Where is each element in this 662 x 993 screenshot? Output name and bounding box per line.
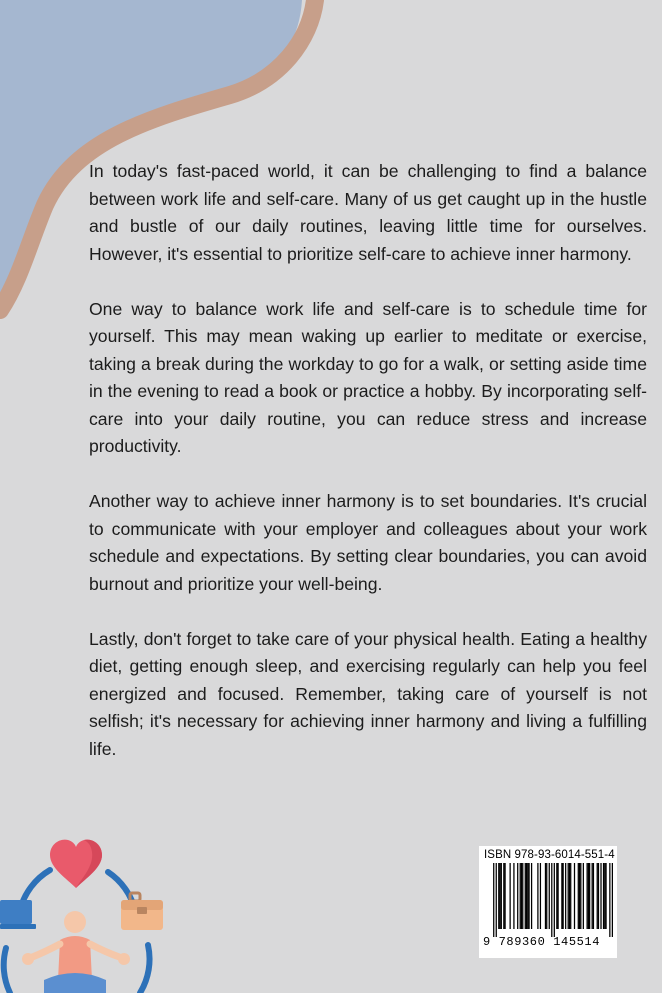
barcode-bar <box>549 863 550 929</box>
barcode-bar <box>603 863 604 929</box>
barcode-bar <box>565 863 566 929</box>
barcode-bar <box>546 863 547 929</box>
barcode-bar <box>579 863 580 929</box>
barcode-bar <box>604 863 605 929</box>
barcode-bars <box>483 863 613 937</box>
barcode-bar <box>496 863 497 937</box>
isbn-barcode <box>479 846 617 958</box>
barcode-bar <box>557 863 558 929</box>
isbn-label: ISBN 978-93-6014-551-4 <box>484 849 615 861</box>
barcode-bar <box>527 863 528 929</box>
barcode-bar <box>605 863 606 929</box>
barcode-bar <box>580 863 581 929</box>
barcode-bar <box>578 863 579 929</box>
barcode-bar <box>574 863 575 929</box>
barcode-bar <box>597 863 598 929</box>
barcode-bar <box>498 863 499 929</box>
barcode-bar <box>600 863 601 929</box>
barcode-bar <box>587 863 588 929</box>
barcode-bar <box>592 863 593 929</box>
barcode-bar <box>563 863 564 929</box>
barcode-bar <box>569 863 570 929</box>
barcode-bar <box>522 863 523 929</box>
meditating-person-icon <box>22 911 130 993</box>
barcode-bar <box>570 863 571 929</box>
laptop-icon <box>0 900 36 929</box>
barcode-bar <box>526 863 527 929</box>
barcode-bar <box>493 863 494 937</box>
barcode-bar <box>510 863 511 929</box>
barcode-bar <box>593 863 594 929</box>
barcode-bar <box>521 863 522 929</box>
barcode-bar <box>551 863 552 937</box>
barcode-bar <box>588 863 589 929</box>
barcode-bar <box>528 863 529 929</box>
barcode-bar <box>540 863 541 929</box>
barcode-bar <box>501 863 502 929</box>
back-cover-text <box>89 158 647 791</box>
paragraph-4: Lastly, don't forget to take care of your physical health. Eating a healthy diet, getting enough sleep, and exercising regularly can help you feel energized and focused. Remember, taking care of yourself is not selfish; it's necessary for achieving inner harmony and living a fulfilling life. <box>89 628 647 759</box>
barcode-bar <box>531 863 532 929</box>
barcode-bar <box>598 863 599 929</box>
barcode-bar <box>609 863 610 937</box>
heart-icon <box>50 840 102 888</box>
barcode-bar <box>554 863 555 937</box>
barcode-bar <box>517 863 518 929</box>
barcode-bar <box>504 863 505 929</box>
barcode-bar <box>556 863 557 929</box>
barcode-bar <box>612 863 613 937</box>
self-care-illustration <box>0 830 175 993</box>
paragraph-1: In today's fast-paced world, it can be challenging to find a balance between work life and self-care. Many of us get caught up in the hustle and bustle of our daily routines, leaving little time for ourselves. However, it's essential to prioritize self-care to achieve inner harmony. <box>89 161 647 264</box>
paragraph-2: One way to balance work life and self-care is to schedule time for yourself. This may mean waking up earlier to meditate or exercise, taking a break during the workday to go for a walk, or setting aside time in the evening to read a book or practice a hobby. By incorporating self-care into your daily routine, you can reduce stress and increase productivity. <box>89 298 647 456</box>
barcode-bar <box>525 863 526 929</box>
barcode-bar <box>561 863 562 929</box>
barcode-bar <box>503 863 504 929</box>
barcode-bar <box>499 863 500 929</box>
briefcase-icon <box>121 893 163 930</box>
barcode-bar <box>545 863 546 929</box>
barcode-digits: 9 789360 145514 <box>483 935 601 949</box>
barcode-bar <box>537 863 538 929</box>
barcode-bar <box>568 863 569 929</box>
barcode-bar <box>513 863 514 929</box>
paragraph-3: Another way to achieve inner harmony is to set boundaries. It's crucial to communicate with your employer and colleagues about your work schedule and expectations. By setting clear boundaries, you can avoid burnout and prioritize your well-being. <box>89 491 647 594</box>
barcode-bar <box>520 863 521 929</box>
barcode-bar <box>583 863 584 929</box>
barcode-bar <box>589 863 590 929</box>
